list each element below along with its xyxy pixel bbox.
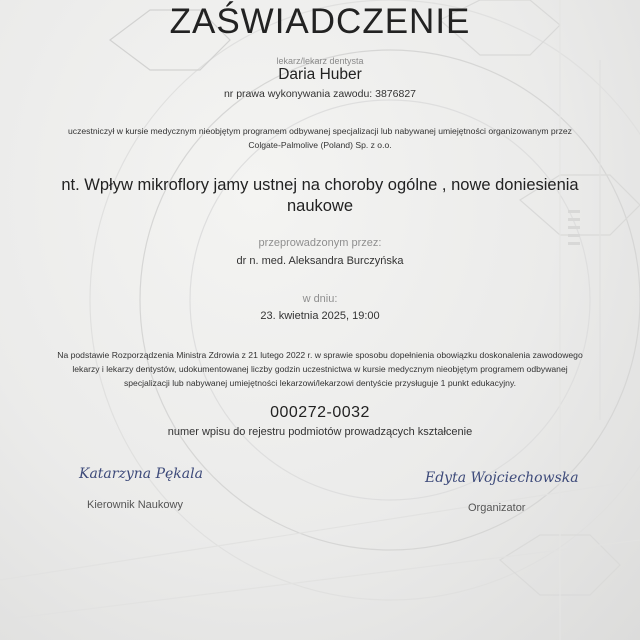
legal-line-2: lekarzy i lekarzy dentystów, udokumentowanej liczby godzin uczestnictwa w kursie medycznym nieobjętym programem odbywanej (72, 364, 568, 374)
legal-line-1: Na podstawie Rozporządzenia Ministra Zdrowia z 21 lutego 2022 r. w sprawie sposobu dopełnienia obowiązku doskonalenia zawodowego (57, 350, 583, 360)
course-topic-line-1: nt. Wpływ mikroflory jamy ustnej na choroby ogólne , nowe doniesienia (61, 176, 579, 194)
organizer-signature: Edyta Wojciechowska (425, 470, 579, 486)
date-label: w dniu: (302, 293, 338, 305)
document-title: ZAŚWIADCZENIE (169, 2, 471, 41)
registry-number: 000272-0032 (270, 404, 370, 421)
lecturer-name: dr n. med. Aleksandra Burczyńska (236, 255, 404, 267)
recipient-role: lekarz/lekarz dentysta (276, 56, 364, 66)
license-number: nr prawa wykonywania zawodu: 3876827 (223, 88, 417, 100)
legal-line-3: specjalizacji lub nabywanej umiejętności lekarzowi/lekarzowi dentyście przysługuje 1 punkt edukacyjny. (123, 378, 516, 388)
recipient-name: Daria Huber (278, 66, 362, 83)
conducted-by-label: przeprowadzonym przez: (258, 237, 382, 249)
participation-statement (0, 124, 640, 152)
participation-line-1: uczestniczył w kursie medycznym nieobjętym programem odbywanej specjalizacji lub nabywanej umiejętności organizowanym przez (68, 126, 572, 136)
scientific-director-signature: Katarzyna Pękala (79, 466, 203, 482)
course-date: 23. kwietnia 2025, 19:00 (260, 310, 380, 322)
organizer-label: Organizator (468, 502, 526, 514)
scientific-director-label: Kierownik Naukowy (87, 499, 183, 511)
registry-label: numer wpisu do rejestru podmiotów prowadzących kształcenie (167, 426, 473, 438)
course-topic (40, 175, 600, 217)
legal-basis-statement (20, 348, 620, 390)
participation-line-2: Colgate-Palmolive (Poland) Sp. z o.o. (248, 140, 392, 150)
course-topic-line-2: naukowe (286, 197, 354, 215)
